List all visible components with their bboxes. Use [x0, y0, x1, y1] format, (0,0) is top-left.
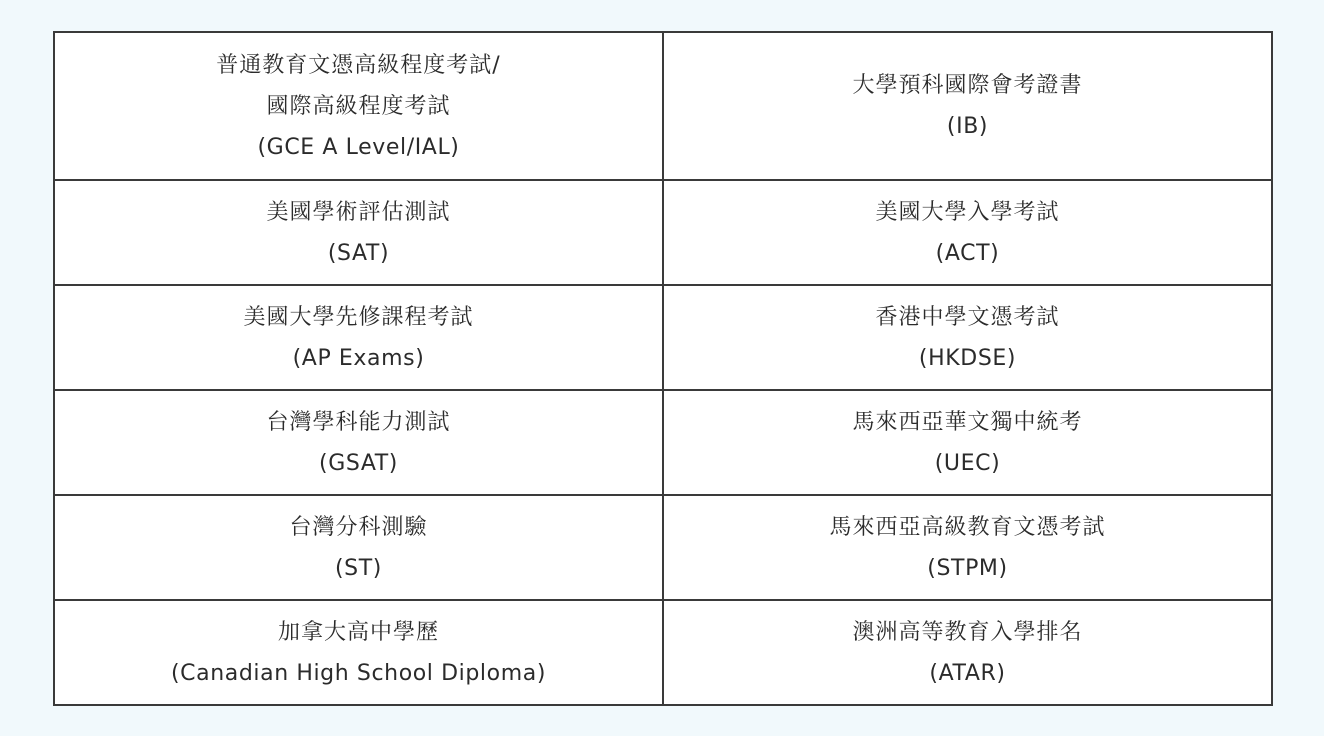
exam-name: 國際高級程度考試 [266, 93, 451, 119]
exam-abbreviation: (ATAR) [929, 660, 1006, 686]
table-cell [663, 390, 1272, 495]
exam-name: 美國大學入學考試 [875, 199, 1060, 225]
exam-abbreviation: (AP Exams) [292, 345, 425, 371]
exam-name: 美國學術評估測試 [266, 199, 451, 225]
table-cell [54, 285, 663, 390]
exam-name: 香港中學文憑考試 [875, 304, 1060, 330]
exam-name: 大學預科國際會考證書 [852, 73, 1083, 98]
table-cell [54, 390, 663, 495]
table-cell [663, 180, 1272, 285]
exam-name: 美國大學先修課程考試 [243, 304, 474, 330]
exam-name: 台灣學科能力測試 [266, 409, 451, 435]
table-cell [54, 32, 663, 180]
exam-qualifications-table [53, 31, 1273, 706]
table-row [54, 390, 1272, 495]
table-row [54, 32, 1272, 180]
table-cell [663, 600, 1272, 705]
table-cell [663, 285, 1272, 390]
table-cell [54, 495, 663, 600]
exam-abbreviation: (SAT) [327, 240, 390, 266]
table-cell [54, 180, 663, 285]
table-row [54, 180, 1272, 285]
exam-name: 澳洲高等教育入學排名 [852, 619, 1083, 645]
table-cell [54, 600, 663, 705]
exam-abbreviation: (ACT) [935, 240, 1000, 266]
exam-name: 加拿大高中學歷 [277, 619, 439, 645]
exam-abbreviation: (GSAT) [319, 450, 398, 476]
table-row [54, 600, 1272, 705]
exam-abbreviation: (GCE A Level/IAL) [257, 134, 460, 160]
exam-name: 普通教育文憑高級程度考試/ [216, 52, 501, 78]
exam-abbreviation: (IB) [946, 114, 989, 139]
exam-name: 台灣分科測驗 [289, 514, 428, 540]
table-row [54, 495, 1272, 600]
exam-name: 馬來西亞華文獨中統考 [852, 409, 1083, 435]
table-cell [663, 32, 1272, 180]
exam-abbreviation: (UEC) [934, 450, 1001, 476]
table-cell [663, 495, 1272, 600]
exam-abbreviation: (HKDSE) [918, 345, 1017, 371]
exam-abbreviation: (ST) [335, 555, 382, 581]
exam-abbreviation: (STPM) [927, 555, 1008, 581]
exam-abbreviation: (Canadian High School Diploma) [170, 660, 547, 686]
table-row [54, 285, 1272, 390]
exam-name: 馬來西亞高級教育文憑考試 [829, 514, 1106, 540]
